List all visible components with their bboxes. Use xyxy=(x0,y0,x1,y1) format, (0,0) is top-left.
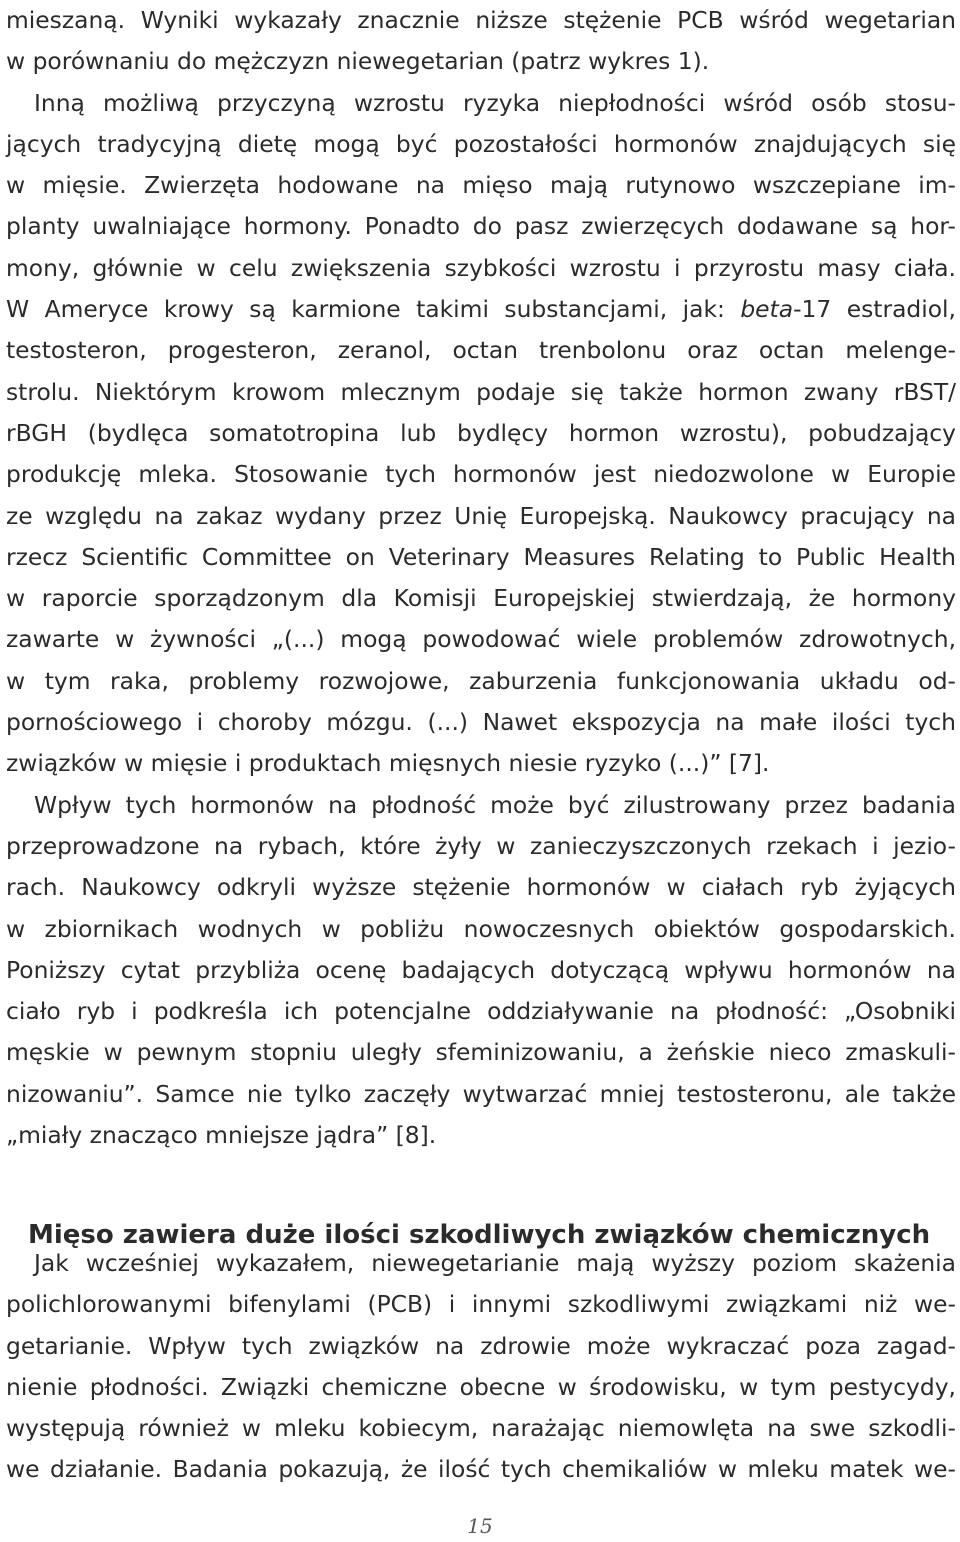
text-line xyxy=(6,289,956,330)
text-line: zawarte w żywności „(...) mogą powodować wiele problemów zdrowotnych, xyxy=(6,625,956,654)
text-line: w mięsie. Zwierzęta hodowane na mięso mają rutynowo wszczepiane im- xyxy=(6,171,956,200)
text-line: testosteron, progesteron, zeranol, octan trenbolonu oraz octan melenge- xyxy=(6,336,956,365)
page-number: 15 xyxy=(467,1514,493,1538)
text-line: nienie płodności. Związki chemiczne obecne w środowisku, w tym pestycydy, xyxy=(6,1372,956,1401)
text-segment: W Ameryce krowy są karmione takimi substancjami, jak: xyxy=(6,295,741,324)
italic-term: beta xyxy=(740,295,794,324)
text-line: w zbiornikach wodnych w pobliżu nowoczesnych obiektów gospodarskich. xyxy=(6,914,956,943)
text-line: w porównaniu do mężczyzn niewegetarian (patrz wykres 1). xyxy=(6,47,710,76)
text-line: nizowaniu”. Samce nie tylko zaczęły wytwarzać mniej testosteronu, ale także xyxy=(6,1079,956,1108)
text-line: w raporcie sporządzonym dla Komisji Europejskiej stwierdzają, że hormony xyxy=(6,584,956,613)
text-line: Inną możliwą przyczyną wzrostu ryzyka niepłodności wśród osób stosu- xyxy=(34,88,956,117)
text-line: mieszaną. Wyniki wykazały znacznie niższe stężenie PCB wśród wegetarian xyxy=(6,6,956,34)
text-line: produkcję mleka. Stosowanie tych hormonów jest niedozwolone w Europie xyxy=(6,460,956,489)
text-line: strolu. Niektórym krowom mlecznym podaje się także hormon zwany rBST/ xyxy=(6,377,956,406)
text-line: pornościowego i choroby mózgu. (...) Nawet ekspozycja na małe ilości tych xyxy=(6,708,956,737)
text-line: rzecz Scientific Committee on Veterinary Measures Relating to Public Health xyxy=(6,542,956,571)
text-line: rBGH (bydlęca somatotropina lub bydlęcy hormon wzrostu), pobudzający xyxy=(6,418,956,447)
text-line: getarianie. Wpływ tych związków na zdrowie może wykraczać poza zagad- xyxy=(6,1331,956,1360)
text-line: Poniższy cytat przybliża ocenę badających dotyczącą wpływu hormonów na xyxy=(6,955,956,984)
text-line: „miały znacząco mniejsze jądra” [8]. xyxy=(6,1121,437,1150)
text-line: Wpływ tych hormonów na płodność może być zilustrowany przez badania xyxy=(34,790,956,819)
text-line: jących tradycyjną dietę mogą być pozostałości hormonów znajdujących się xyxy=(6,129,956,158)
text-line: polichlorowanymi bifenylami (PCB) i innymi szkodliwymi związkami niż we- xyxy=(6,1290,956,1319)
text-line: we działanie. Badania pokazują, że ilość tych chemikaliów w mleku matek we- xyxy=(6,1455,956,1484)
text-line: rach. Naukowcy odkryli wyższe stężenie hormonów w ciałach ryb żyjących xyxy=(6,873,956,902)
text-line: Jak wcześniej wykazałem, niewegetarianie mają wyższy poziom skażenia xyxy=(34,1249,956,1277)
text-line: związków w mięsie i produktach mięsnych niesie ryzyko (...)” [7]. xyxy=(6,749,770,778)
text-line: planty uwalniające hormony. Ponadto do pasz zwierzęcych dodawane są hor- xyxy=(6,212,956,241)
body-text-bottom xyxy=(6,1243,956,1491)
text-line: przeprowadzone na rybach, które żyły w zanieczyszczonych rzekach i jezio- xyxy=(6,831,956,860)
body-text-top xyxy=(6,0,956,1156)
text-line: mony, głównie w celu zwiększenia szybkości wzrostu i przyrostu masy ciała. xyxy=(6,253,956,282)
text-segment: -17 estradiol, xyxy=(793,295,956,324)
text-line: w tym raka, problemy rozwojowe, zaburzenia funkcjonowania układu od- xyxy=(6,666,956,695)
text-line: ze względu na zakaz wydany przez Unię Europejską. Naukowcy pracujący na xyxy=(6,501,956,530)
section-heading: Mięso zawiera duże ilości szkodliwych związków chemicznych xyxy=(28,1219,931,1250)
text-line: ciało ryb i podkreśla ich potencjalne oddziaływanie na płodność: „Osobniki xyxy=(6,997,956,1026)
text-line: występują również w mleku kobiecym, narażając niemowlęta na swe szkodli- xyxy=(6,1414,956,1443)
text-line: męskie w pewnym stopniu uległy sfeminizowaniu, a żeńskie nieco zmaskuli- xyxy=(6,1038,956,1067)
